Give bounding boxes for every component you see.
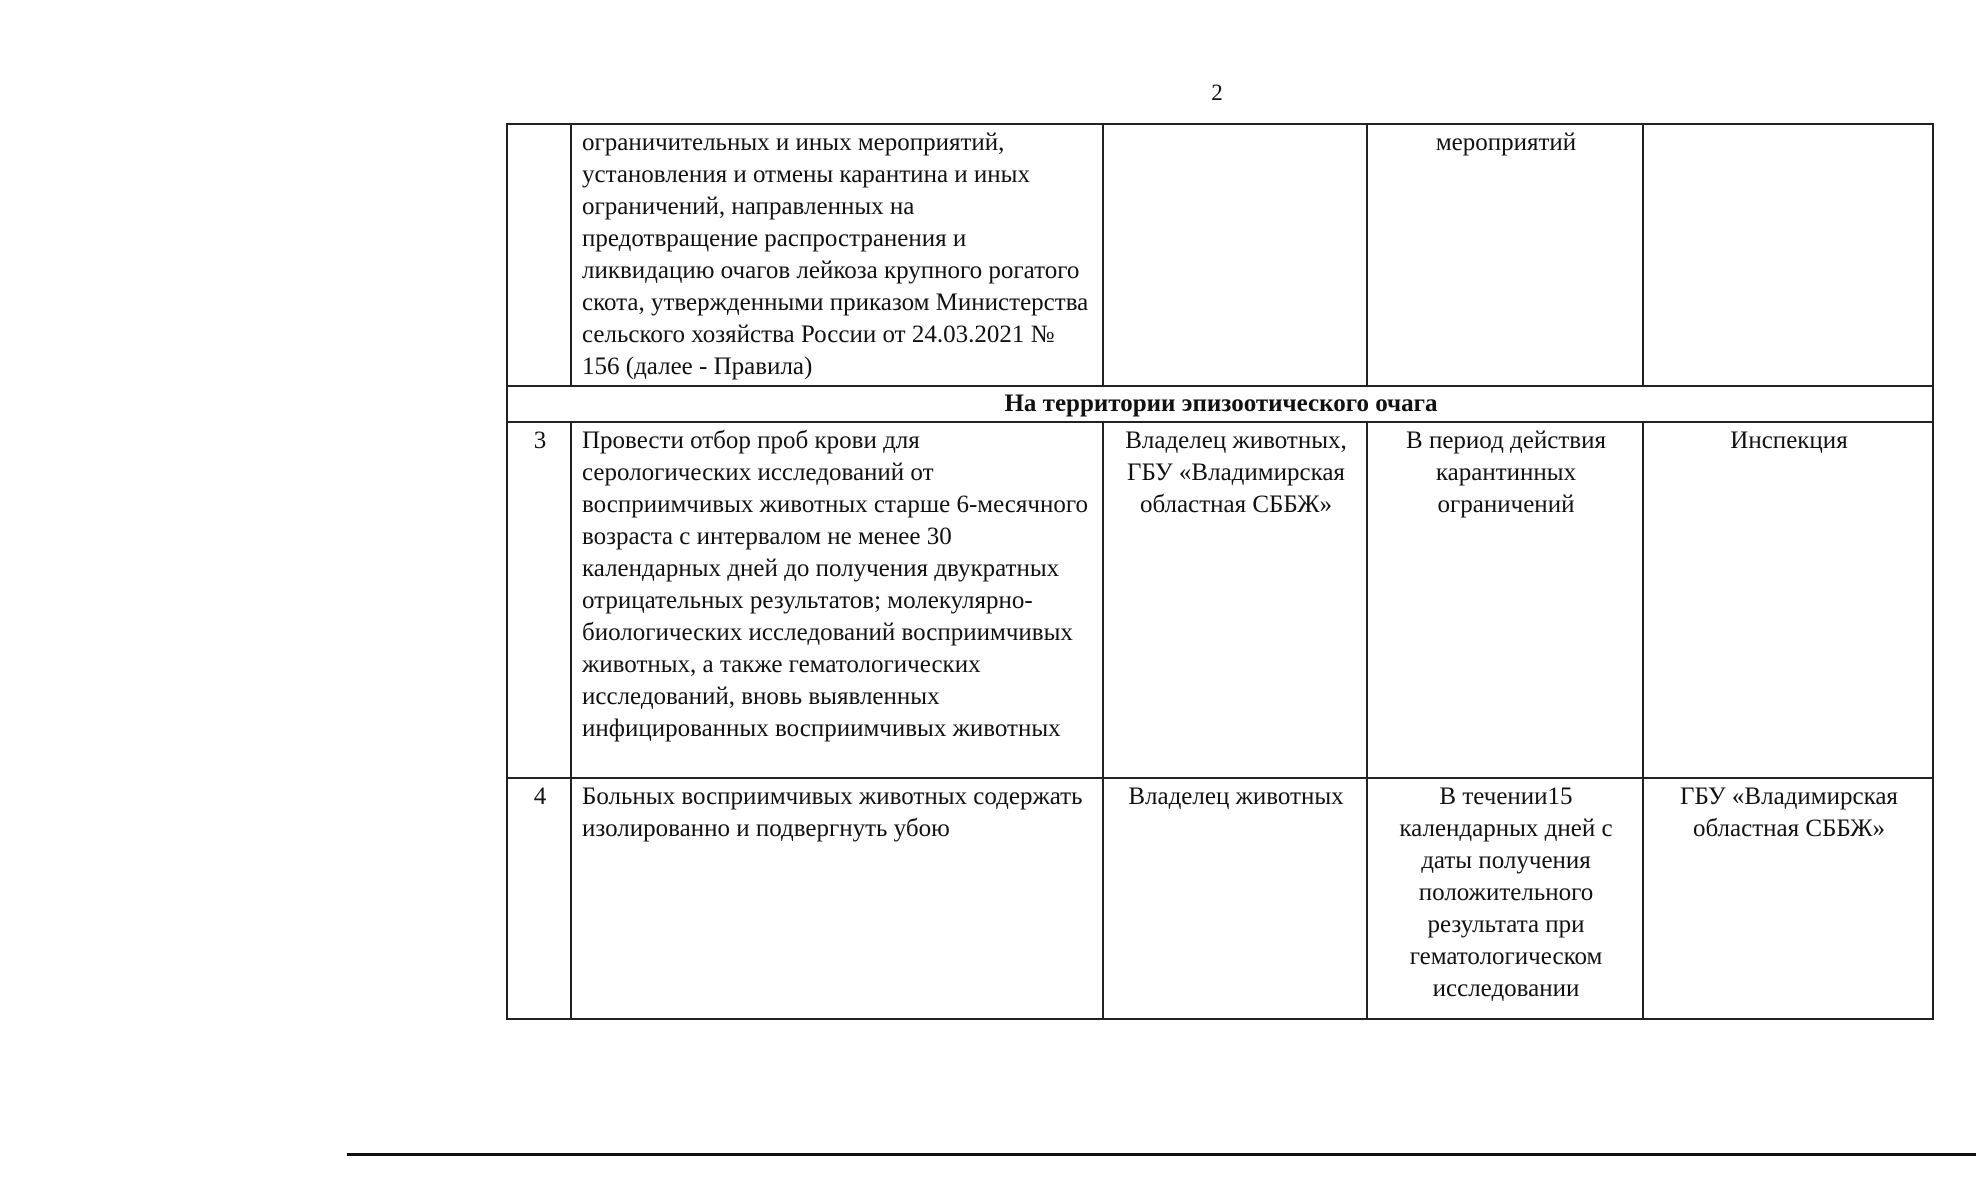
section-title: На территории эпизоотического очага (507, 386, 1933, 422)
table-row (507, 422, 1933, 778)
table-row-continued (507, 124, 1933, 386)
responsible-cell: Владелец животных (1103, 778, 1367, 1019)
action-cell: Больных восприимчивых животных содержать изолированно и подвергнуть убою (571, 778, 1103, 1019)
control-cell: Инспекция (1643, 422, 1933, 778)
measures-table (506, 123, 1934, 1020)
control-cell (1643, 124, 1933, 386)
control-cell: ГБУ «Владимирская областная СББЖ» (1643, 778, 1933, 1019)
row-number-cell: 4 (507, 778, 571, 1019)
footer-divider (347, 1153, 1976, 1156)
term-cell: В течении15 календарных дней с даты получения положительного результата при гематологическом исследовании (1367, 778, 1643, 1019)
table-row (507, 778, 1933, 1019)
row-number-cell (507, 124, 571, 386)
term-cell: В период действия карантинных ограничений (1367, 422, 1643, 778)
page-number: 2 (1211, 80, 1223, 105)
section-row (507, 386, 1933, 422)
responsible-cell: Владелец животных, ГБУ «Владимирская областная СББЖ» (1103, 422, 1367, 778)
term-cell: мероприятий (1367, 124, 1643, 386)
action-cell: ограничительных и иных мероприятий, установления и отмены карантина и иных ограничений, направленных на предотвращение распространения и ликвидацию очагов лейкоза крупного рогатого скота, утвержденными приказом Министерства сельского хозяйства России от 24.03.2021 № 156 (далее - Правила) (571, 124, 1103, 386)
row-number-cell: 3 (507, 422, 571, 778)
action-cell: Провести отбор проб крови для серологических исследований от восприимчивых животных старше 6-месячного возраста с интервалом не менее 30 календарных дней до получения двукратных отрицательных результатов; молекулярно-биологических исследований восприимчивых животных, а также гематологических исследований, вновь выявленных инфицированных восприимчивых животных (571, 422, 1103, 778)
responsible-cell (1103, 124, 1367, 386)
